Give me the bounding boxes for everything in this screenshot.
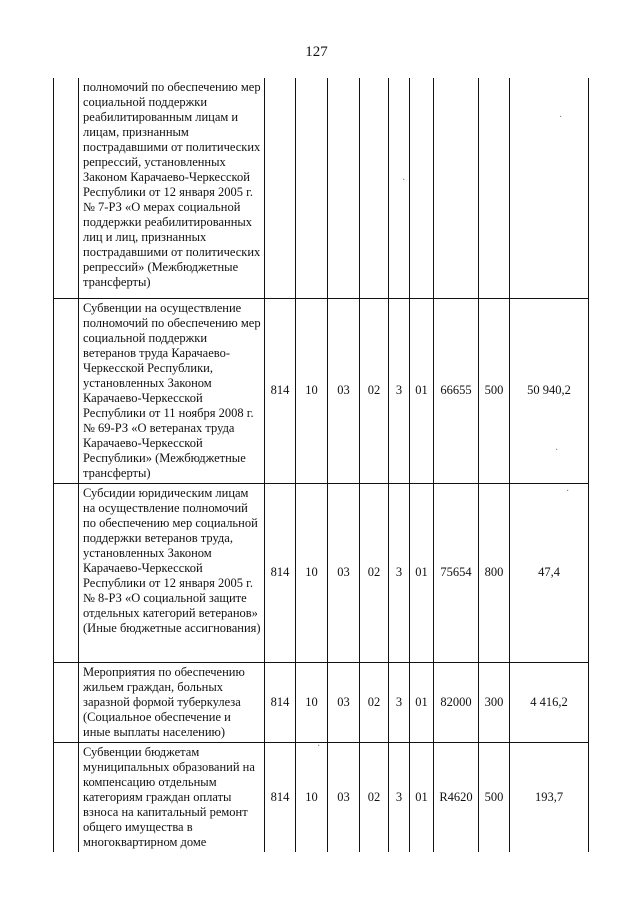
code-cell: 75654 [434,483,479,662]
amount-cell: 4 416,2 [510,662,589,742]
table-row [54,742,589,852]
code-cell: 03 [328,662,360,742]
code-cell: 01 [410,298,434,483]
description-cell: Субсидии юридическим лицам на осуществление полномочий по обеспечению мер социальной поддержки ветеранов труда, установленных Законом Карачаево-Черкесской Республики от 12 января 2005 г. № 8-РЗ «О социальной защите отдельных категорий ветеранов» (Иные бюджетные ассигнования) [79,483,265,662]
code-cell [434,78,479,298]
amount-cell: 193,7 [510,742,589,852]
table-row [54,298,589,483]
code-cell: 500 [479,298,510,483]
amount-cell: 50 940,2 [510,298,589,483]
code-cell: 01 [410,662,434,742]
code-cell: 03 [328,742,360,852]
scan-speck: · [559,112,563,123]
code-cell: 300 [479,662,510,742]
scan-speck: · [317,741,321,752]
code-cell: 01 [410,742,434,852]
description-cell: Мероприятия по обеспечению жильем граждан, больных заразной формой туберкулеза (Социальное обеспечение и иные выплаты населению) [79,662,265,742]
code-cell: 02 [360,662,389,742]
code-cell: 3 [389,742,410,852]
code-cell: 3 [389,298,410,483]
code-cell: 814 [265,742,296,852]
code-cell [265,78,296,298]
code-cell [328,78,360,298]
code-cell: 02 [360,483,389,662]
code-cell: 800 [479,483,510,662]
code-cell: 814 [265,483,296,662]
scan-speck: · [566,486,570,497]
budget-table [53,78,589,852]
code-cell: 82000 [434,662,479,742]
code-cell: 66655 [434,298,479,483]
amount-cell [510,78,589,298]
code-cell: 500 [479,742,510,852]
description-cell: Субвенции бюджетам муниципальных образований на компенсацию отдельным категориям граждан оплаты взноса на капитальный ремонт общего имущества в многоквартирном доме [79,742,265,852]
code-cell: 03 [328,298,360,483]
code-cell: 01 [410,483,434,662]
code-cell: R4620 [434,742,479,852]
row-number-cell [54,742,79,852]
code-cell: 03 [328,483,360,662]
amount-cell: 47,4 [510,483,589,662]
code-cell: 814 [265,298,296,483]
scan-speck: · [555,445,559,456]
row-number-cell [54,298,79,483]
code-cell [479,78,510,298]
table-row [54,662,589,742]
code-cell: 02 [360,742,389,852]
description-cell: Субвенции на осуществление полномочий по обеспечению мер социальной поддержки ветеранов труда Карачаево-Черкесской Республики, установленных Законом Карачаево-Черкесской Республики от 11 ноября 2008 г. № 69-РЗ «О ветеранах труда Карачаево-Черкесской Республики» (Межбюджетные трансферты) [79,298,265,483]
table-row [54,483,589,662]
code-cell [296,78,328,298]
code-cell: 10 [296,298,328,483]
code-cell: 814 [265,662,296,742]
page-number: 127 [305,44,328,60]
row-number-cell [54,483,79,662]
code-cell: 10 [296,662,328,742]
code-cell [410,78,434,298]
scan-speck: · [402,175,406,186]
description-cell: полномочий по обеспечению мер социальной поддержки реабилитированным лицам и лицам, признанным пострадавшими от политических репрессий, установленных Законом Карачаево-Черкесской Республики от 12 января 2005 г. № 7-РЗ «О мерах социальной поддержки реабилитированных лиц и лиц, признанных пострадавшими от политических репрессий» (Межбюджетные трансферты) [79,78,265,298]
row-number-cell [54,78,79,298]
table-row [54,78,589,298]
code-cell: 3 [389,662,410,742]
code-cell: 3 [389,483,410,662]
code-cell: 10 [296,742,328,852]
code-cell [360,78,389,298]
code-cell [389,78,410,298]
row-number-cell [54,662,79,742]
code-cell: 10 [296,483,328,662]
code-cell: 02 [360,298,389,483]
